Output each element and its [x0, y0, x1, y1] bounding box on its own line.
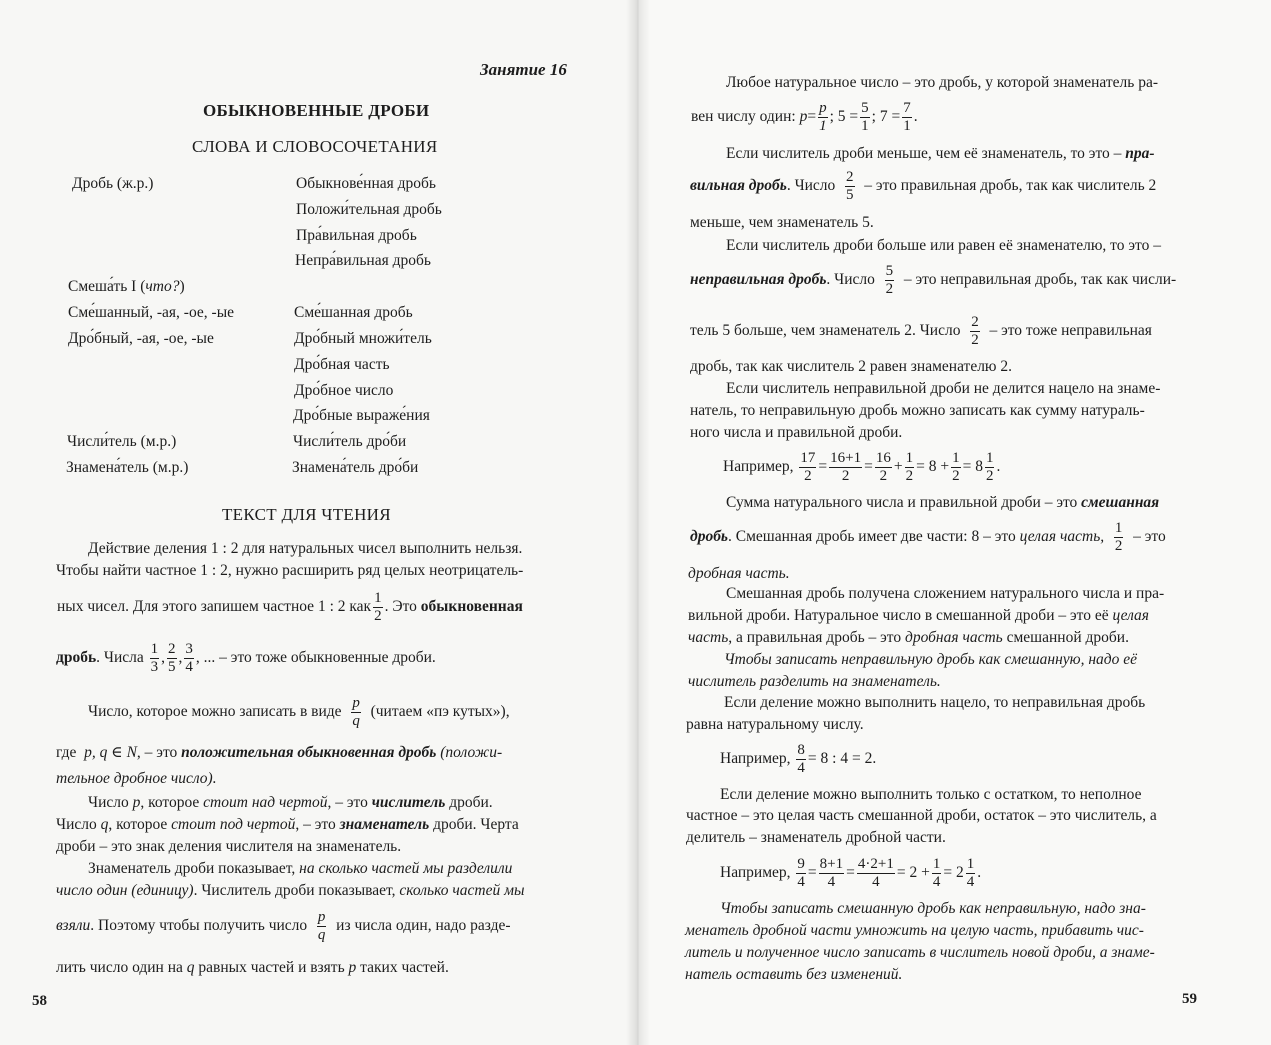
numerator: 1	[985, 449, 994, 466]
fraction	[167, 641, 177, 676]
phrase-item: Непра́вильная дробь	[295, 252, 431, 269]
page-number: 59	[1182, 991, 1197, 1007]
text-span: Число	[56, 816, 97, 833]
phrase-item: Дро́бное число	[294, 382, 394, 399]
operator: .	[977, 864, 982, 881]
denominator: 1	[861, 117, 869, 134]
denominator: 5	[846, 186, 854, 203]
denominator: 3	[150, 658, 159, 675]
numerator: 2	[168, 640, 176, 657]
text-line	[88, 859, 512, 879]
numerator: 2	[846, 168, 854, 185]
text-span: ных чисел. Для этого запишем частное 1 : 2 как	[57, 598, 372, 615]
text-span: , а правильная дробь – это	[728, 629, 902, 646]
text-span: Знаменатель дроби показывает,	[88, 860, 296, 877]
text-span: Число	[88, 794, 129, 811]
denominator: 4	[872, 873, 880, 890]
text-line: литель и полученное число записать в числитель новой дроби, а знаме-	[685, 944, 1155, 961]
text-line: дробь . Числа $\frac{1}{3}$ , $\frac{2}{5}$ , $\frac{3}{4}$ , ... – это тоже обыкновенные дроби.	[56, 640, 436, 675]
fraction	[970, 314, 980, 349]
fraction	[885, 263, 895, 298]
text-span: =	[807, 108, 817, 125]
denominator: 2	[804, 467, 812, 484]
text-span: ; 7 =	[871, 108, 901, 125]
italic-text: часть	[688, 629, 729, 646]
text-span: .	[913, 108, 918, 125]
text-span: . Поэтому чтобы получить число	[90, 917, 308, 934]
denominator: 1	[819, 117, 827, 134]
text-span: , – это	[327, 794, 368, 811]
text-line: меньше, чем знаменатель 5.	[690, 214, 874, 231]
word-text: )	[179, 278, 185, 295]
text-line: Чтобы записать смешанную дробь как неправильную, надо зна-	[720, 900, 1146, 917]
text-span: Например,	[720, 750, 791, 767]
numerator: 1	[374, 589, 382, 606]
text-span: , – это	[295, 816, 336, 833]
text-line	[690, 309, 1152, 353]
word-item: Числи́тель (м.р.)	[67, 433, 177, 450]
italic-text: дробная часть	[905, 629, 1003, 646]
text-span: дроби.	[449, 794, 493, 811]
text-span: (читаем «пэ кутых»),	[370, 703, 510, 720]
text-line	[690, 164, 1156, 208]
fraction	[818, 100, 828, 135]
text-span: смешанной дроби.	[1006, 629, 1129, 646]
math-var: p	[799, 108, 808, 125]
text-line: ного числа и правильной дроби.	[690, 424, 903, 441]
text-line: дробная часть.	[688, 565, 790, 582]
text-span: . Смешанная дробь имеет две части: 8 – это	[728, 528, 1016, 545]
text-line: Если числитель дроби больше или равен её знаменателю, то это –	[726, 237, 1161, 254]
bold-term: дробь	[56, 649, 97, 666]
fraction	[860, 100, 870, 135]
word-item: Сме́шанный, -ая, -ое, -ые	[68, 304, 234, 321]
italic-text: сколько частей мы	[399, 882, 525, 899]
text-line	[690, 258, 1176, 302]
italic-text: на сколько частей мы разделили	[299, 860, 513, 877]
fraction	[351, 695, 361, 730]
denominator: 4	[932, 873, 941, 890]
text-line	[56, 881, 525, 901]
numerator: 1	[932, 855, 941, 872]
text-span: – это тоже неправильная	[989, 322, 1152, 339]
fraction	[875, 450, 892, 485]
numerator: 5	[861, 99, 869, 116]
bold-term: числитель	[371, 794, 446, 811]
text-span: таких частей.	[360, 959, 449, 976]
text-line	[57, 585, 523, 629]
text-line	[56, 958, 449, 978]
denominator: 2	[985, 467, 994, 484]
text-line: Действие деления 1 : 2 для натуральных чисел выполнить нельзя.	[88, 540, 523, 557]
numerator: p	[317, 908, 326, 925]
text-line	[688, 606, 1149, 626]
text-line	[56, 904, 511, 948]
numerator: 8+1	[819, 855, 844, 872]
text-line	[88, 793, 493, 813]
denominator: 4	[797, 873, 805, 890]
text-line: Если числитель неправильной дроби не делится нацело на знаме-	[726, 380, 1161, 397]
text-span: . Числитель дроби показывает,	[193, 882, 396, 899]
phrase-item: Обыкнове́нная дробь	[296, 175, 436, 192]
fraction	[902, 100, 912, 135]
text-line: Если деление можно выполнить только с остатком, то неполное	[720, 786, 1142, 803]
fraction	[317, 909, 327, 944]
bold-term: дробь	[690, 528, 729, 545]
text-span: где	[56, 744, 77, 761]
text-line	[688, 628, 1129, 648]
text-line: делитель – знаменатель дробной части.	[686, 829, 946, 846]
word-item: Дро́бный, -ая, -ое, -ые	[68, 330, 214, 347]
denominator: 2	[905, 467, 914, 484]
operator: .	[996, 458, 1001, 475]
fraction	[796, 856, 806, 891]
text-line	[690, 515, 1166, 559]
denominator: 2	[971, 331, 979, 348]
text-span: Число, которое можно записать в виде	[88, 703, 342, 720]
phrase-item: Дро́бные выраже́ния	[293, 407, 430, 424]
italic-text: стоит над чертой	[203, 794, 328, 811]
example-line	[723, 445, 1000, 489]
fraction	[932, 856, 942, 891]
text-span: вен числу один:	[691, 108, 796, 125]
bold-term: пра-	[1125, 145, 1155, 162]
denominator: q	[352, 712, 360, 729]
fraction	[857, 856, 895, 891]
math-var: q	[100, 816, 109, 833]
text-span: – это	[1133, 528, 1166, 545]
text-span: , которое	[140, 794, 200, 811]
text-span: ; 5 =	[829, 108, 859, 125]
text-line	[726, 144, 1155, 164]
fraction	[184, 641, 194, 676]
bold-term: вильная дробь	[690, 177, 787, 194]
text-span: лить число один на	[56, 959, 183, 976]
text-line: Чтобы записать неправильную дробь как смешанную, надо её	[724, 651, 1138, 668]
math-var: p	[132, 794, 141, 811]
numerator: 1	[1114, 519, 1123, 536]
numerator: 16	[875, 449, 891, 466]
bold-term: положительная обыкновенная дробь	[181, 744, 437, 761]
phrase-item: Дро́бная часть	[294, 356, 390, 373]
book-gutter	[626, 0, 650, 1045]
numerator: 17	[800, 449, 816, 466]
example-line	[720, 737, 876, 781]
italic-text: число один (единицу)	[56, 882, 194, 899]
text-span: тель 5 больше, чем знаменатель 2. Число	[690, 322, 961, 339]
text-heading: ТЕКСТ ДЛЯ ЧТЕНИЯ	[222, 505, 391, 524]
text-line: дробь, так как числитель 2 равен знаменателю 2.	[690, 358, 1013, 375]
phrase-item: Числи́тель дро́би	[293, 433, 407, 450]
text-line	[56, 815, 519, 835]
denominator: 4	[797, 759, 805, 776]
text-line	[88, 690, 510, 734]
text-span: вильной дроби. Натуральное число в смешанной дроби – это её	[688, 607, 1109, 624]
text-line: Смешанная дробь получена сложением натурального числа и пра-	[726, 585, 1165, 602]
text-line: менатель дробной части умножить на целую часть, прибавить чис-	[685, 922, 1144, 939]
fraction	[373, 590, 383, 625]
text-span: . Числа	[96, 649, 144, 666]
italic-text: взяли	[56, 917, 91, 934]
phrase-item: Положи́тельная дробь	[296, 201, 442, 218]
numerator: 7	[903, 99, 911, 116]
text-span: дроби. Черта	[433, 816, 519, 833]
text-line: Чтобы найти частное 1 : 2, нужно расширить ряд целых неотрицатель-	[56, 562, 524, 579]
numerator: 5	[885, 262, 894, 279]
fraction	[905, 450, 915, 485]
numerator: 1	[905, 449, 914, 466]
words-heading: СЛОВА И СЛОВОСОЧЕТАНИЯ	[192, 137, 438, 156]
math-var: p	[348, 959, 357, 976]
phrase-item: Сме́шанная дробь	[294, 304, 413, 321]
fraction	[985, 450, 995, 485]
math-expression: p, q ∈ N	[84, 744, 137, 761]
text-line: натель оставить без изменений.	[685, 966, 903, 983]
numerator: 3	[185, 640, 193, 657]
text-span: Сумма натурального числа и правильной дроби – это	[726, 494, 1078, 511]
text-span: – это неправильная дробь, так как числи-	[903, 271, 1177, 288]
bold-term: неправильная дробь	[690, 271, 827, 288]
operator: = 8	[962, 458, 983, 475]
word-text: Смеша́ть I (	[68, 278, 146, 295]
math-var: q	[186, 959, 195, 976]
operator: =	[807, 864, 817, 881]
fraction	[951, 450, 961, 485]
numerator: 1	[150, 640, 159, 657]
numerator: 1	[952, 449, 960, 466]
word-question: что?	[145, 278, 180, 295]
text-line: Любое натуральное число – это дробь, у которой знаменатель ра-	[726, 74, 1159, 91]
text-span: Если числитель дроби меньше, чем её знаменатель, то это –	[726, 145, 1122, 162]
text-line: Если деление можно выполнить нацело, то неправильная дробь	[724, 694, 1146, 711]
text-line: равна натуральному числу.	[686, 716, 864, 733]
fraction	[845, 169, 855, 204]
word-item: Знамена́тель (м.р.)	[66, 459, 189, 476]
operator: = 8 +	[916, 458, 950, 475]
fraction	[1114, 520, 1124, 555]
fraction	[829, 450, 862, 485]
text-line	[56, 743, 502, 763]
fraction	[150, 641, 160, 676]
lesson-number: Занятие 16	[480, 60, 567, 79]
denominator: 4	[185, 658, 193, 675]
text-span: . Число	[786, 177, 836, 194]
numerator: 1	[966, 855, 975, 872]
denominator: 1	[903, 117, 911, 134]
text-span: из числа один, надо разде-	[336, 917, 511, 934]
text-line: частное – это целая часть смешанной дроби, остаток – это числитель, а	[686, 807, 1157, 824]
numerator: p	[352, 694, 360, 711]
operator: =	[846, 864, 855, 881]
numerator: 2	[971, 313, 979, 330]
denominator: 4	[966, 873, 975, 890]
operator: +	[893, 458, 903, 475]
operator: = 2	[943, 864, 964, 881]
bold-term: обыкновенная	[420, 598, 523, 615]
text-span: – это правильная дробь, так как числитель 2	[864, 177, 1157, 194]
bold-term: знаменатель	[339, 816, 430, 833]
phrase-item: Пра́вильная дробь	[296, 227, 417, 244]
italic-text: целая	[1112, 607, 1150, 624]
denominator: 2	[885, 280, 894, 297]
text-span: Например,	[723, 458, 794, 475]
denominator: 5	[168, 658, 176, 675]
numerator: p	[819, 99, 827, 116]
italic-text: целая часть,	[1019, 528, 1105, 545]
text-line: дроби – это знак деления числителя на знаменатель.	[56, 838, 402, 855]
denominator: 4	[827, 873, 836, 890]
text-line	[691, 95, 918, 139]
operator: =	[818, 458, 828, 475]
word-item	[68, 278, 185, 296]
text-span: . Это	[384, 598, 417, 615]
numerator: 9	[797, 855, 805, 872]
denominator: 2	[1114, 537, 1123, 554]
word-item: Дробь (ж.р.)	[72, 175, 154, 192]
numerator: 16+1	[830, 449, 862, 466]
page-number: 58	[32, 993, 47, 1009]
text-span: Например,	[720, 864, 791, 881]
text-span: , – это	[136, 744, 178, 761]
denominator: q	[317, 926, 326, 943]
denominator: 2	[841, 467, 850, 484]
text-line: натель, то неправильную дробь можно записать как сумму натураль-	[690, 402, 1145, 419]
phrase-item: Знамена́тель дро́би	[292, 459, 419, 476]
text-line: тельное дробное число).	[56, 770, 217, 787]
text-span: , ... – это тоже обыкновенные дроби.	[195, 649, 436, 666]
fraction	[966, 856, 976, 891]
fraction	[799, 450, 816, 485]
right-page	[638, 0, 1271, 1045]
text-span: . Число	[826, 271, 875, 288]
text-line: числитель разделить на знаменатель.	[688, 673, 941, 690]
fraction	[819, 856, 844, 891]
italic-text: (положи-	[440, 744, 503, 761]
operator: =	[864, 458, 873, 475]
bold-term: смешанная	[1081, 494, 1160, 511]
operator: = 2 +	[896, 864, 930, 881]
phrase-item: Дро́бный множи́тель	[294, 330, 432, 347]
denominator: 2	[374, 607, 382, 624]
text-span: = 8 : 4 = 2.	[807, 750, 877, 767]
text-span: , которое	[108, 816, 168, 833]
numerator: 8	[797, 741, 805, 758]
example-line	[720, 851, 981, 895]
text-span: равных частей и взять	[198, 959, 345, 976]
denominator: 2	[952, 467, 960, 484]
denominator: 2	[879, 467, 888, 484]
numerator: 4·2+1	[857, 855, 894, 872]
text-line	[726, 493, 1159, 513]
italic-text: стоит под чертой	[171, 816, 296, 833]
page-title: ОБЫКНОВЕННЫЕ ДРОБИ	[203, 101, 430, 120]
fraction	[796, 742, 806, 777]
